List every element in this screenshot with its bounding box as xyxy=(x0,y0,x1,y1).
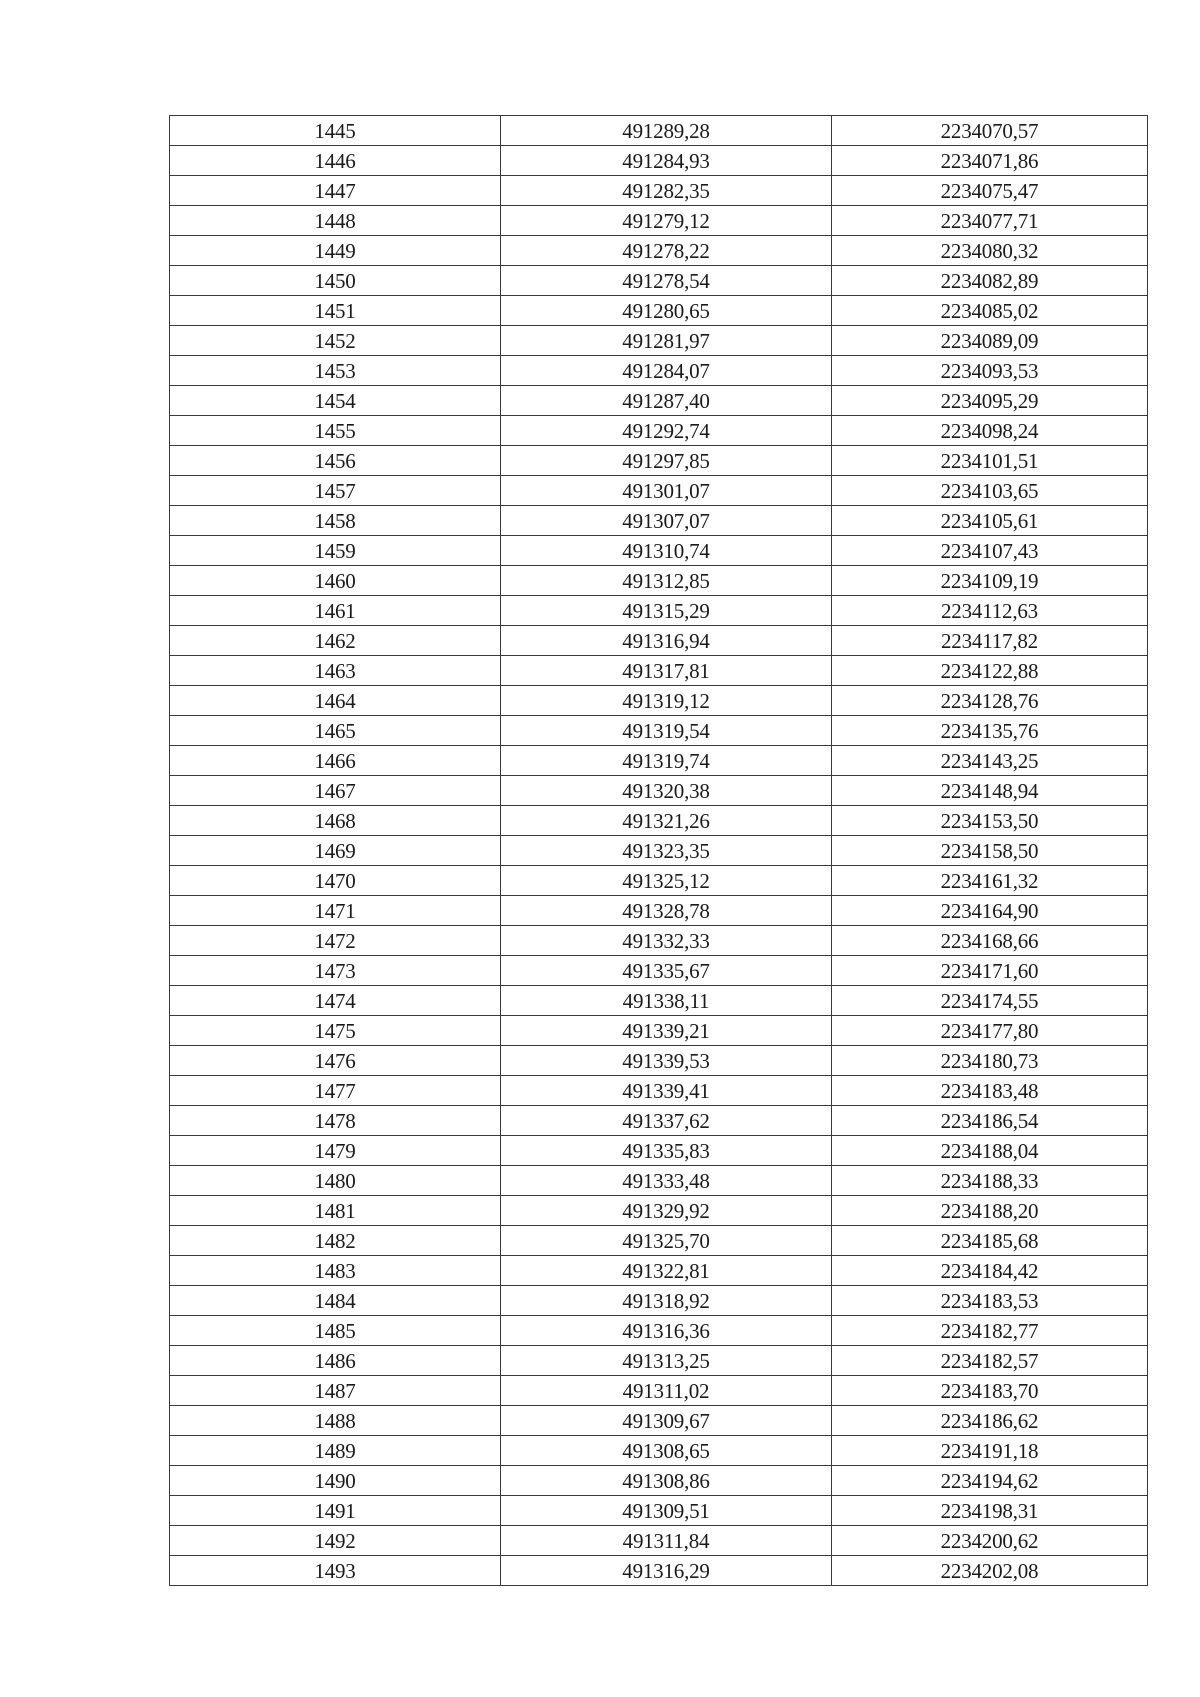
table-row xyxy=(170,1226,1148,1256)
y-coordinate-cell: 2234128,76 xyxy=(832,686,1148,716)
table-row xyxy=(170,536,1148,566)
point-number-cell: 1465 xyxy=(170,716,501,746)
table-row xyxy=(170,1406,1148,1436)
table-row xyxy=(170,1106,1148,1136)
table-row xyxy=(170,716,1148,746)
point-number-cell: 1476 xyxy=(170,1046,501,1076)
y-coordinate-cell: 2234200,62 xyxy=(832,1526,1148,1556)
y-coordinate-cell: 2234177,80 xyxy=(832,1016,1148,1046)
x-coordinate-cell: 491282,35 xyxy=(501,176,832,206)
table-row xyxy=(170,1046,1148,1076)
table-row xyxy=(170,1076,1148,1106)
x-coordinate-cell: 491307,07 xyxy=(501,506,832,536)
table-row xyxy=(170,476,1148,506)
y-coordinate-cell: 2234080,32 xyxy=(832,236,1148,266)
table-row xyxy=(170,236,1148,266)
x-coordinate-cell: 491335,83 xyxy=(501,1136,832,1166)
point-number-cell: 1464 xyxy=(170,686,501,716)
x-coordinate-cell: 491325,12 xyxy=(501,866,832,896)
point-number-cell: 1453 xyxy=(170,356,501,386)
point-number-cell: 1456 xyxy=(170,446,501,476)
table-row xyxy=(170,326,1148,356)
y-coordinate-cell: 2234186,62 xyxy=(832,1406,1148,1436)
table-row xyxy=(170,416,1148,446)
x-coordinate-cell: 491329,92 xyxy=(501,1196,832,1226)
point-number-cell: 1458 xyxy=(170,506,501,536)
table-row xyxy=(170,266,1148,296)
y-coordinate-cell: 2234158,50 xyxy=(832,836,1148,866)
y-coordinate-cell: 2234143,25 xyxy=(832,746,1148,776)
y-coordinate-cell: 2234101,51 xyxy=(832,446,1148,476)
x-coordinate-cell: 491339,21 xyxy=(501,1016,832,1046)
y-coordinate-cell: 2234085,02 xyxy=(832,296,1148,326)
y-coordinate-cell: 2234098,24 xyxy=(832,416,1148,446)
table-row xyxy=(170,1466,1148,1496)
table-row xyxy=(170,296,1148,326)
table-row xyxy=(170,1196,1148,1226)
y-coordinate-cell: 2234164,90 xyxy=(832,896,1148,926)
y-coordinate-cell: 2234182,57 xyxy=(832,1346,1148,1376)
table-row xyxy=(170,626,1148,656)
x-coordinate-cell: 491318,92 xyxy=(501,1286,832,1316)
y-coordinate-cell: 2234186,54 xyxy=(832,1106,1148,1136)
table-row xyxy=(170,1286,1148,1316)
table-row xyxy=(170,116,1148,146)
point-number-cell: 1446 xyxy=(170,146,501,176)
point-number-cell: 1455 xyxy=(170,416,501,446)
table-row xyxy=(170,506,1148,536)
y-coordinate-cell: 2234188,20 xyxy=(832,1196,1148,1226)
x-coordinate-cell: 491319,12 xyxy=(501,686,832,716)
table-row xyxy=(170,176,1148,206)
point-number-cell: 1457 xyxy=(170,476,501,506)
point-number-cell: 1466 xyxy=(170,746,501,776)
y-coordinate-cell: 2234135,76 xyxy=(832,716,1148,746)
x-coordinate-cell: 491323,35 xyxy=(501,836,832,866)
y-coordinate-cell: 2234122,88 xyxy=(832,656,1148,686)
y-coordinate-cell: 2234185,68 xyxy=(832,1226,1148,1256)
y-coordinate-cell: 2234184,42 xyxy=(832,1256,1148,1286)
point-number-cell: 1463 xyxy=(170,656,501,686)
table-row xyxy=(170,1526,1148,1556)
coordinates-table xyxy=(169,115,1148,1586)
x-coordinate-cell: 491309,51 xyxy=(501,1496,832,1526)
x-coordinate-cell: 491320,38 xyxy=(501,776,832,806)
y-coordinate-cell: 2234198,31 xyxy=(832,1496,1148,1526)
table-row xyxy=(170,1166,1148,1196)
point-number-cell: 1484 xyxy=(170,1286,501,1316)
y-coordinate-cell: 2234168,66 xyxy=(832,926,1148,956)
point-number-cell: 1471 xyxy=(170,896,501,926)
point-number-cell: 1468 xyxy=(170,806,501,836)
table-row xyxy=(170,206,1148,236)
x-coordinate-cell: 491338,11 xyxy=(501,986,832,1016)
point-number-cell: 1488 xyxy=(170,1406,501,1436)
y-coordinate-cell: 2234148,94 xyxy=(832,776,1148,806)
y-coordinate-cell: 2234109,19 xyxy=(832,566,1148,596)
point-number-cell: 1475 xyxy=(170,1016,501,1046)
x-coordinate-cell: 491308,65 xyxy=(501,1436,832,1466)
table-row xyxy=(170,146,1148,176)
point-number-cell: 1483 xyxy=(170,1256,501,1286)
x-coordinate-cell: 491322,81 xyxy=(501,1256,832,1286)
table-row xyxy=(170,1256,1148,1286)
x-coordinate-cell: 491289,28 xyxy=(501,116,832,146)
y-coordinate-cell: 2234194,62 xyxy=(832,1466,1148,1496)
point-number-cell: 1481 xyxy=(170,1196,501,1226)
y-coordinate-cell: 2234188,04 xyxy=(832,1136,1148,1166)
point-number-cell: 1469 xyxy=(170,836,501,866)
x-coordinate-cell: 491317,81 xyxy=(501,656,832,686)
point-number-cell: 1448 xyxy=(170,206,501,236)
table-row xyxy=(170,1436,1148,1466)
point-number-cell: 1487 xyxy=(170,1376,501,1406)
table-row xyxy=(170,866,1148,896)
point-number-cell: 1485 xyxy=(170,1316,501,1346)
table-row xyxy=(170,776,1148,806)
x-coordinate-cell: 491316,94 xyxy=(501,626,832,656)
point-number-cell: 1473 xyxy=(170,956,501,986)
x-coordinate-cell: 491279,12 xyxy=(501,206,832,236)
point-number-cell: 1445 xyxy=(170,116,501,146)
point-number-cell: 1462 xyxy=(170,626,501,656)
x-coordinate-cell: 491319,74 xyxy=(501,746,832,776)
point-number-cell: 1460 xyxy=(170,566,501,596)
x-coordinate-cell: 491308,86 xyxy=(501,1466,832,1496)
x-coordinate-cell: 491335,67 xyxy=(501,956,832,986)
y-coordinate-cell: 2234103,65 xyxy=(832,476,1148,506)
x-coordinate-cell: 491316,36 xyxy=(501,1316,832,1346)
x-coordinate-cell: 491311,02 xyxy=(501,1376,832,1406)
table-row xyxy=(170,956,1148,986)
x-coordinate-cell: 491332,33 xyxy=(501,926,832,956)
point-number-cell: 1461 xyxy=(170,596,501,626)
table-row xyxy=(170,356,1148,386)
point-number-cell: 1454 xyxy=(170,386,501,416)
x-coordinate-cell: 491287,40 xyxy=(501,386,832,416)
coordinates-table-body xyxy=(170,116,1148,1586)
y-coordinate-cell: 2234107,43 xyxy=(832,536,1148,566)
point-number-cell: 1459 xyxy=(170,536,501,566)
y-coordinate-cell: 2234182,77 xyxy=(832,1316,1148,1346)
y-coordinate-cell: 2234071,86 xyxy=(832,146,1148,176)
table-row xyxy=(170,1346,1148,1376)
table-row xyxy=(170,806,1148,836)
x-coordinate-cell: 491316,29 xyxy=(501,1556,832,1586)
table-row xyxy=(170,446,1148,476)
point-number-cell: 1451 xyxy=(170,296,501,326)
y-coordinate-cell: 2234171,60 xyxy=(832,956,1148,986)
y-coordinate-cell: 2234105,61 xyxy=(832,506,1148,536)
y-coordinate-cell: 2234095,29 xyxy=(832,386,1148,416)
x-coordinate-cell: 491284,07 xyxy=(501,356,832,386)
table-row xyxy=(170,986,1148,1016)
table-row xyxy=(170,1316,1148,1346)
point-number-cell: 1447 xyxy=(170,176,501,206)
y-coordinate-cell: 2234075,47 xyxy=(832,176,1148,206)
x-coordinate-cell: 491310,74 xyxy=(501,536,832,566)
point-number-cell: 1480 xyxy=(170,1166,501,1196)
y-coordinate-cell: 2234183,70 xyxy=(832,1376,1148,1406)
point-number-cell: 1450 xyxy=(170,266,501,296)
x-coordinate-cell: 491281,97 xyxy=(501,326,832,356)
x-coordinate-cell: 491278,54 xyxy=(501,266,832,296)
table-row xyxy=(170,1016,1148,1046)
point-number-cell: 1479 xyxy=(170,1136,501,1166)
point-number-cell: 1470 xyxy=(170,866,501,896)
point-number-cell: 1492 xyxy=(170,1526,501,1556)
table-row xyxy=(170,566,1148,596)
x-coordinate-cell: 491292,74 xyxy=(501,416,832,446)
y-coordinate-cell: 2234180,73 xyxy=(832,1046,1148,1076)
x-coordinate-cell: 491339,53 xyxy=(501,1046,832,1076)
y-coordinate-cell: 2234082,89 xyxy=(832,266,1148,296)
y-coordinate-cell: 2234077,71 xyxy=(832,206,1148,236)
x-coordinate-cell: 491315,29 xyxy=(501,596,832,626)
x-coordinate-cell: 491319,54 xyxy=(501,716,832,746)
table-row xyxy=(170,1496,1148,1526)
table-row xyxy=(170,656,1148,686)
point-number-cell: 1467 xyxy=(170,776,501,806)
y-coordinate-cell: 2234093,53 xyxy=(832,356,1148,386)
x-coordinate-cell: 491337,62 xyxy=(501,1106,832,1136)
y-coordinate-cell: 2234183,48 xyxy=(832,1076,1148,1106)
y-coordinate-cell: 2234202,08 xyxy=(832,1556,1148,1586)
x-coordinate-cell: 491321,26 xyxy=(501,806,832,836)
table-row xyxy=(170,896,1148,926)
y-coordinate-cell: 2234070,57 xyxy=(832,116,1148,146)
x-coordinate-cell: 491301,07 xyxy=(501,476,832,506)
y-coordinate-cell: 2234183,53 xyxy=(832,1286,1148,1316)
y-coordinate-cell: 2234112,63 xyxy=(832,596,1148,626)
point-number-cell: 1486 xyxy=(170,1346,501,1376)
table-row xyxy=(170,1556,1148,1586)
point-number-cell: 1493 xyxy=(170,1556,501,1586)
x-coordinate-cell: 491325,70 xyxy=(501,1226,832,1256)
point-number-cell: 1477 xyxy=(170,1076,501,1106)
y-coordinate-cell: 2234174,55 xyxy=(832,986,1148,1016)
x-coordinate-cell: 491284,93 xyxy=(501,146,832,176)
table-row xyxy=(170,746,1148,776)
x-coordinate-cell: 491312,85 xyxy=(501,566,832,596)
point-number-cell: 1478 xyxy=(170,1106,501,1136)
x-coordinate-cell: 491311,84 xyxy=(501,1526,832,1556)
point-number-cell: 1490 xyxy=(170,1466,501,1496)
y-coordinate-cell: 2234153,50 xyxy=(832,806,1148,836)
point-number-cell: 1489 xyxy=(170,1436,501,1466)
table-row xyxy=(170,386,1148,416)
y-coordinate-cell: 2234117,82 xyxy=(832,626,1148,656)
x-coordinate-cell: 491297,85 xyxy=(501,446,832,476)
x-coordinate-cell: 491278,22 xyxy=(501,236,832,266)
point-number-cell: 1474 xyxy=(170,986,501,1016)
point-number-cell: 1452 xyxy=(170,326,501,356)
point-number-cell: 1491 xyxy=(170,1496,501,1526)
x-coordinate-cell: 491280,65 xyxy=(501,296,832,326)
table-row xyxy=(170,1376,1148,1406)
table-row xyxy=(170,1136,1148,1166)
y-coordinate-cell: 2234191,18 xyxy=(832,1436,1148,1466)
point-number-cell: 1482 xyxy=(170,1226,501,1256)
table-row xyxy=(170,686,1148,716)
x-coordinate-cell: 491339,41 xyxy=(501,1076,832,1106)
x-coordinate-cell: 491309,67 xyxy=(501,1406,832,1436)
table-row xyxy=(170,926,1148,956)
x-coordinate-cell: 491328,78 xyxy=(501,896,832,926)
point-number-cell: 1472 xyxy=(170,926,501,956)
y-coordinate-cell: 2234188,33 xyxy=(832,1166,1148,1196)
y-coordinate-cell: 2234161,32 xyxy=(832,866,1148,896)
x-coordinate-cell: 491333,48 xyxy=(501,1166,832,1196)
point-number-cell: 1449 xyxy=(170,236,501,266)
x-coordinate-cell: 491313,25 xyxy=(501,1346,832,1376)
y-coordinate-cell: 2234089,09 xyxy=(832,326,1148,356)
table-row xyxy=(170,596,1148,626)
table-row xyxy=(170,836,1148,866)
